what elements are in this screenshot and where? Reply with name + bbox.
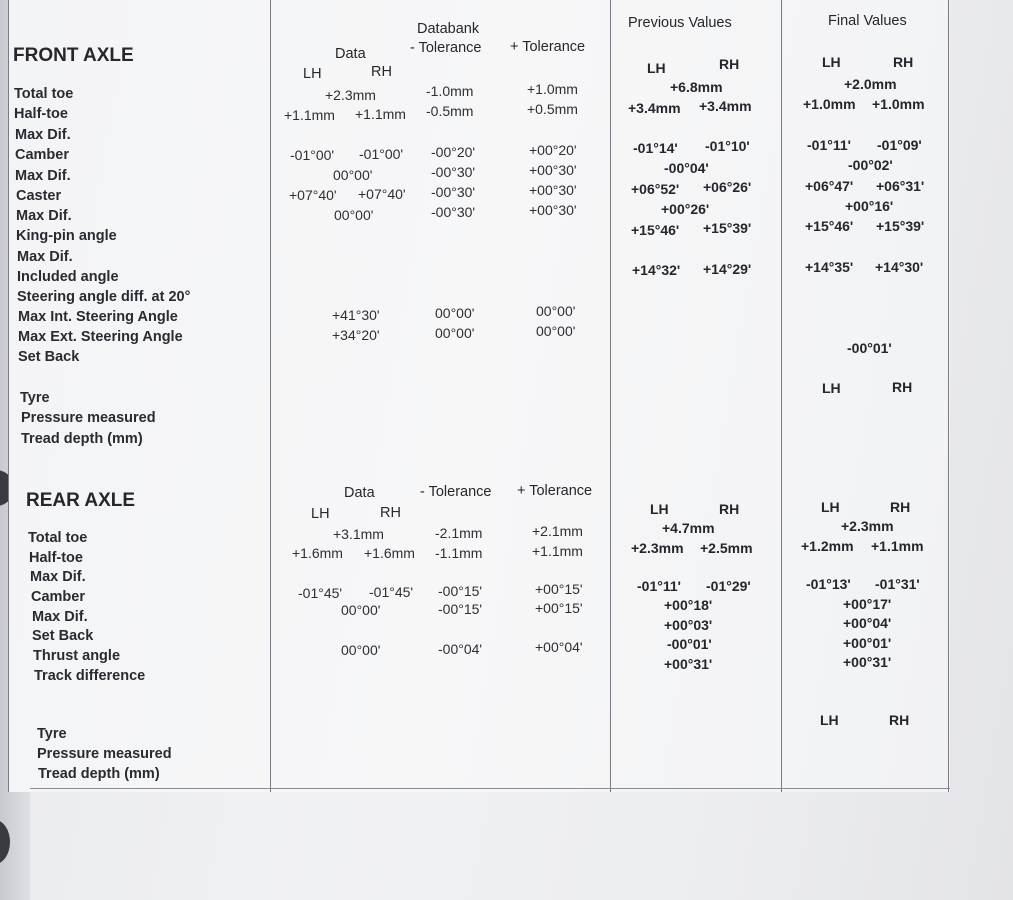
front-final-tyre-rh: RH [892,379,913,395]
rear-axle-title: REAR AXLE [26,490,136,511]
front-prev-camber-rh: -01°10' [705,138,750,154]
front-minus-half-toe: -0.5mm [426,103,474,119]
front-minus-caster: -00°30' [431,184,476,200]
front-axle-title: FRONT AXLE [13,45,134,66]
front-final-half-toe-rh: +1.0mm [872,96,925,112]
front-plus-max-int-steer: 00°00' [536,303,576,319]
front-final-kingpin-lh: +15°46' [805,218,854,234]
rear-label-camber: Camber [31,589,85,605]
rear-data-thrust: 00°00' [341,642,381,658]
rear-prev-lh: LH [650,501,669,517]
front-data-max-ext-steer: +34°20' [332,327,380,343]
rear-prev-camber-lh: -01°11' [637,578,681,594]
front-final-half-toe-lh: +1.0mm [803,96,856,112]
rear-label-tread: Tread depth (mm) [38,766,160,782]
rear-data-camber-rh: -01°45' [369,584,414,600]
rear-final-camber-rh: -01°31' [875,576,920,592]
front-label-camber-max-dif: Max Dif. [15,168,71,184]
rear-data-lh: LH [311,506,330,522]
front-prev-total-toe: +6.8mm [670,79,723,95]
rear-data-camber-lh: -01°45' [298,585,343,601]
front-final-caster-lh: +06°47' [805,178,854,194]
rear-minus-tol-header: - Tolerance [420,484,492,500]
front-data-camber-rh: -01°00' [359,146,404,162]
front-data-camber-max-dif: 00°00' [333,167,373,183]
front-final-camber-rh: -01°09' [877,137,922,153]
rear-prev-half-toe-lh: +2.3mm [631,540,684,556]
rear-prev-track-diff: +00°31' [664,656,713,672]
column-divider-2 [270,0,271,792]
databank-header: Databank [417,21,480,37]
front-prev-camber-max-dif: -00°04' [664,160,709,176]
rear-plus-camber: +00°15' [535,581,583,597]
front-minus-caster-max-dif: -00°30' [431,204,476,220]
column-divider-4 [781,0,782,792]
front-data-caster-max-dif: 00°00' [334,207,374,223]
rear-label-pressure: Pressure measured [37,746,172,762]
front-plus-camber: +00°20' [529,142,577,158]
front-prev-rh: RH [719,56,740,72]
rear-final-half-toe-rh: +1.1mm [871,538,924,554]
front-data-caster-lh: +07°40' [289,187,337,203]
front-label-caster: Caster [16,188,62,204]
front-label-max-int-steer: Max Int. Steering Angle [18,309,178,325]
front-prev-included-rh: +14°29' [703,261,752,277]
front-plus-camber-max-dif: +00°30' [529,162,577,178]
front-plus-total-toe: +1.0mm [527,81,578,97]
front-prev-lh: LH [647,60,666,76]
front-label-kingpin-max-dif: Max Dif. [17,249,73,265]
rear-plus-thrust: +00°04' [535,639,583,655]
front-minus-max-ext-steer: 00°00' [435,325,475,341]
front-final-kingpin-rh: +15°39' [876,218,925,234]
front-label-caster-max-dif: Max Dif. [16,208,72,224]
rear-minus-camber-max-dif: -00°15' [438,601,483,617]
front-label-total-toe: Total toe [14,86,74,102]
front-label-tread: Tread depth (mm) [21,431,143,447]
front-minus-camber-max-dif: -00°30' [431,164,476,180]
rear-final-thrust: +00°01' [843,635,892,651]
rear-label-total-toe: Total toe [28,530,88,546]
front-prev-half-toe-rh: +3.4mm [699,98,752,114]
front-prev-kingpin-lh: +15°46' [631,222,680,238]
rear-plus-camber-max-dif: +00°15' [535,600,583,616]
front-prev-caster-rh: +06°26' [703,179,752,195]
rear-data-header: Data [344,485,375,501]
front-prev-kingpin-rh: +15°39' [703,220,752,236]
rear-prev-half-toe-rh: +2.5mm [700,540,753,556]
front-label-steering-diff: Steering angle diff. at 20° [17,289,191,305]
rear-prev-camber-max-dif: +00°18' [664,597,713,613]
front-prev-included-lh: +14°32' [632,262,681,278]
front-final-total-toe: +2.0mm [844,76,897,92]
rear-minus-thrust: -00°04' [438,641,483,657]
rear-final-rh: RH [890,499,911,515]
rear-plus-half-toe: +1.1mm [532,543,583,559]
front-final-camber-max-dif: -00°02' [848,157,893,173]
rear-label-set-back: Set Back [32,628,94,644]
front-data-half-toe-lh: +1.1mm [284,107,335,123]
rear-label-tyre: Tyre [37,726,67,742]
front-data-half-toe-rh: +1.1mm [355,106,406,122]
front-data-header: Data [335,46,366,62]
front-final-caster-rh: +06°31' [876,178,925,194]
front-final-tyre-lh: LH [822,380,841,396]
front-plus-half-toe: +0.5mm [527,101,578,117]
rear-label-thrust-angle: Thrust angle [33,648,121,664]
front-data-lh: LH [303,66,322,82]
front-data-caster-rh: +07°40' [358,186,406,202]
front-final-caster-max-dif: +00°16' [845,198,894,214]
rear-label-half-toe: Half-toe [29,550,83,566]
rear-data-half-toe-rh: +1.6mm [364,545,415,561]
front-minus-tol-header: - Tolerance [410,40,482,56]
front-data-max-int-steer: +41°30' [332,307,380,323]
rear-final-half-toe-lh: +1.2mm [801,538,854,554]
rear-data-camber-max-dif: 00°00' [341,602,381,618]
final-values-header: Final Values [828,13,907,29]
rear-prev-thrust: -00°01' [667,636,712,652]
rear-final-track-diff: +00°31' [843,654,892,670]
front-final-included-rh: +14°30' [875,259,924,275]
rear-final-camber-lh: -01°13' [806,576,851,592]
front-plus-caster: +00°30' [529,182,577,198]
rear-plus-tol-header: + Tolerance [517,483,593,499]
front-minus-max-int-steer: 00°00' [435,305,475,321]
front-data-total-toe: +2.3mm [325,87,376,103]
rear-data-half-toe-lh: +1.6mm [292,545,343,561]
rear-data-rh: RH [380,505,401,521]
front-plus-caster-max-dif: +00°30' [529,202,577,218]
rear-label-camber-max-dif: Max Dif. [32,609,88,625]
rear-final-tyre-rh: RH [889,712,910,728]
rear-prev-camber-rh: -01°29' [706,578,751,594]
front-label-included-angle: Included angle [17,269,119,285]
front-label-half-toe: Half-toe [14,106,68,122]
front-final-lh: LH [822,54,841,70]
rear-final-lh: LH [821,499,840,515]
front-label-tyre: Tyre [20,390,50,406]
front-label-camber: Camber [15,147,69,163]
column-divider-5 [948,0,949,792]
front-prev-caster-max-dif: +00°26' [661,201,710,217]
front-final-included-lh: +14°35' [805,259,854,275]
rear-final-tyre-lh: LH [820,712,839,728]
front-label-max-ext-steer: Max Ext. Steering Angle [18,329,183,345]
front-label-max-dif: Max Dif. [15,127,71,143]
sheet-bottom-border [30,788,950,789]
rear-final-total-toe: +2.3mm [841,518,894,534]
rear-label-max-dif: Max Dif. [30,569,86,585]
front-label-set-back: Set Back [18,349,80,365]
rear-minus-total-toe: -2.1mm [435,525,483,541]
rear-plus-total-toe: +2.1mm [532,523,583,539]
rear-final-set-back: +00°04' [843,615,892,631]
front-label-kingpin: King-pin angle [16,228,117,244]
column-divider-1 [8,0,9,792]
rear-prev-rh: RH [719,501,740,517]
front-data-camber-lh: -01°00' [290,147,335,163]
front-plus-max-ext-steer: 00°00' [536,323,576,339]
previous-values-header: Previous Values [628,15,732,31]
rear-minus-half-toe: -1.1mm [435,545,483,561]
rear-label-track-difference: Track difference [34,668,146,684]
front-prev-half-toe-lh: +3.4mm [628,100,681,116]
rear-prev-set-back: +00°03' [664,617,713,633]
front-minus-total-toe: -1.0mm [426,83,474,99]
rear-prev-total-toe: +4.7mm [662,520,715,536]
front-final-camber-lh: -01°11' [807,137,851,153]
front-final-set-back: -00°01' [847,340,892,356]
rear-final-camber-max-dif: +00°17' [843,596,892,612]
front-prev-caster-lh: +06°52' [631,181,680,197]
rear-minus-camber: -00°15' [438,583,483,599]
front-final-rh: RH [893,54,914,70]
rear-data-total-toe: +3.1mm [333,526,384,542]
alignment-report-sheet [8,0,950,792]
front-label-pressure: Pressure measured [21,410,156,426]
column-divider-3 [610,0,611,792]
front-minus-camber: -00°20' [431,144,476,160]
front-prev-camber-lh: -01°14' [633,140,678,156]
front-plus-tol-header: + Tolerance [510,39,586,55]
front-data-rh: RH [371,64,392,80]
